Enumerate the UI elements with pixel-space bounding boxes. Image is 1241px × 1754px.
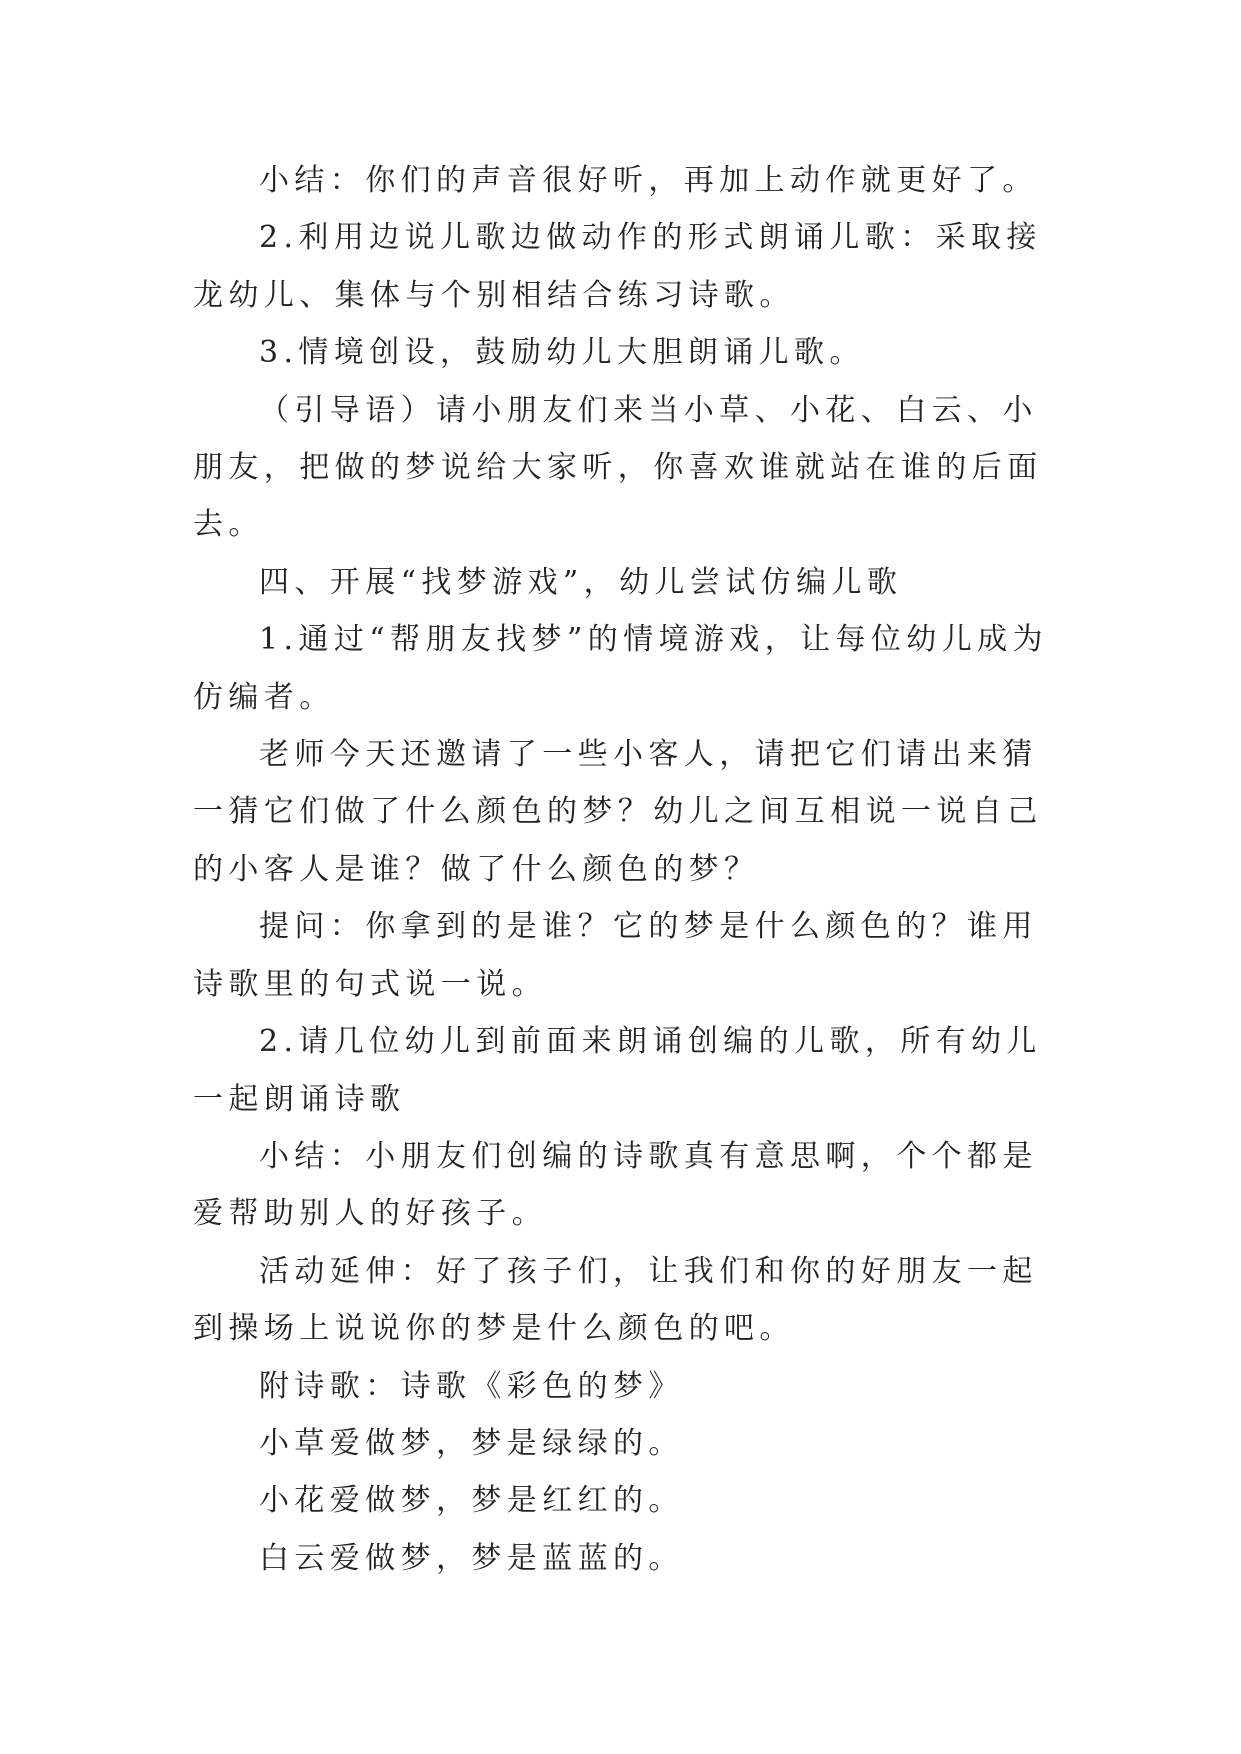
step-2-recite-with-actions: 2.利用边说儿歌边做动作的形式朗诵儿歌：采取接龙幼儿、集体与个别相结合练习诗歌。 (193, 220, 1042, 313)
game-step-2: 2.请几位幼儿到前面来朗诵创编的儿歌，所有幼儿一起朗诵诗歌 (193, 1024, 1042, 1117)
summary-paragraph-1: 小结：你们的声音很好听，再加上动作就更好了。 (259, 163, 1038, 198)
activity-extension: 活动延伸：好了孩子们，让我们和你的好朋友一起到操场上说说你的梦是什么颜色的吧。 (193, 1253, 1038, 1347)
step-3-scenario: 3.情境创设，鼓励幼儿大胆朗诵儿歌。 (259, 335, 865, 371)
poem-title: 附诗歌：诗歌《彩色的梦》 (259, 1368, 684, 1404)
summary-paragraph-2: 小结：小朋友们创编的诗歌真有意思啊，个个都是爱帮助别人的好孩子。 (193, 1138, 1038, 1232)
guide-words-paragraph: （引导语）请小朋友们来当小草、小花、白云、小朋友，把做的梦说给大家听，你喜欢谁就站在谁的后面去。 (193, 392, 1043, 543)
document-page (193, 152, 1051, 1587)
section-4-heading: 四、开展“找梦游戏”，幼儿尝试仿编儿歌 (259, 564, 903, 600)
game-step-1: 1.通过“帮朋友找梦”的情境游戏，让每位幼儿成为仿编者。 (193, 622, 1048, 715)
poem-line-1: 小草爱做梦，梦是绿绿的。 (259, 1425, 684, 1461)
poem-line-2: 小花爱做梦，梦是红红的。 (259, 1483, 684, 1519)
poem-line-3: 白云爱做梦，梦是蓝蓝的。 (259, 1540, 684, 1576)
teacher-guests-paragraph: 老师今天还邀请了一些小客人，请把它们请出来猜一猜它们做了什么颜色的梦？幼儿之间互相说一说自己的小客人是谁？做了什么颜色的梦？ (193, 737, 1043, 887)
question-paragraph: 提问：你拿到的是谁？它的梦是什么颜色的？谁用诗歌里的句式说一说。 (193, 909, 1038, 1002)
